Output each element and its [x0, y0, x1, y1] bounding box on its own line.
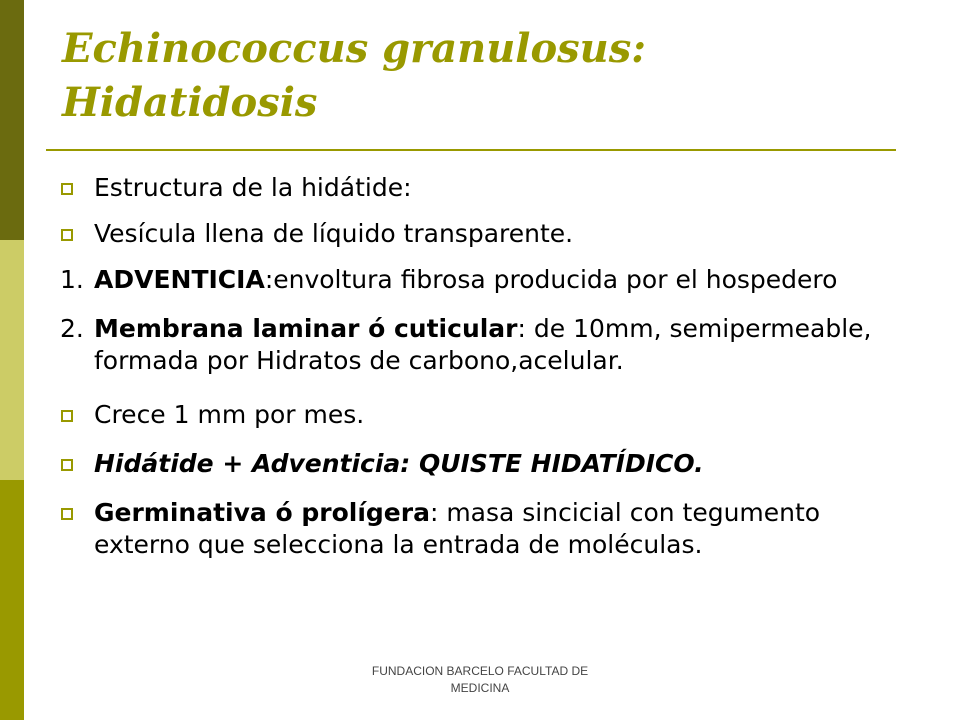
square-bullet-icon [61, 229, 73, 241]
decorative-bar-dark [0, 0, 24, 240]
item-text: : de 10mm, semipermeable, formada por Hidratos de carbono,acelular. [94, 314, 872, 375]
decorative-bar-mid [0, 480, 24, 720]
bullet-item-vesicula [60, 218, 910, 250]
decorative-bar-light [0, 240, 24, 480]
bullet-text: : masa sincicial con tegumento externo que selecciona la entrada de moléculas. [94, 498, 821, 559]
item-bold-term: ADVENTICIA [94, 265, 265, 294]
footer-line-1: FUNDACION BARCELO FACULTAD DE [371, 664, 589, 678]
title-divider [46, 149, 896, 151]
slide-content [60, 172, 910, 561]
bullet-text: Vesícula llena de líquido transparente. [94, 219, 574, 248]
bullet-bold-term: Germinativa ó prolígera [94, 498, 430, 527]
slide-title [62, 22, 922, 130]
bullet-item-estructura [60, 172, 910, 204]
numbered-item-adventicia [60, 264, 910, 296]
square-bullet-icon [61, 183, 73, 195]
item-bold-term: Membrana laminar ó cuticular [94, 314, 518, 343]
bullet-item-germinativa [60, 497, 910, 561]
slide-footer [300, 663, 660, 697]
bullet-text: Estructura de la hidátide: [94, 173, 412, 202]
slide-title-line-1: Echinococcus granulosus: [62, 25, 647, 72]
bullet-bold-italic-text: Hidátide + Adventicia: QUISTE HIDATÍDICO. [94, 449, 704, 478]
slide-title-line-2: Hidatidosis [62, 79, 318, 126]
square-bullet-icon [61, 508, 73, 520]
numbered-item-membrana [60, 313, 910, 377]
bullet-text: Crece 1 mm por mes. [94, 400, 365, 429]
item-text: :envoltura fibrosa producida por el hospedero [264, 265, 838, 294]
bullet-item-crece [60, 399, 910, 431]
square-bullet-icon [61, 459, 73, 471]
item-number: 2. [60, 314, 84, 343]
item-number: 1. [60, 265, 84, 294]
square-bullet-icon [61, 410, 73, 422]
footer-line-2: MEDICINA [450, 681, 510, 695]
bullet-item-quiste [60, 448, 910, 480]
